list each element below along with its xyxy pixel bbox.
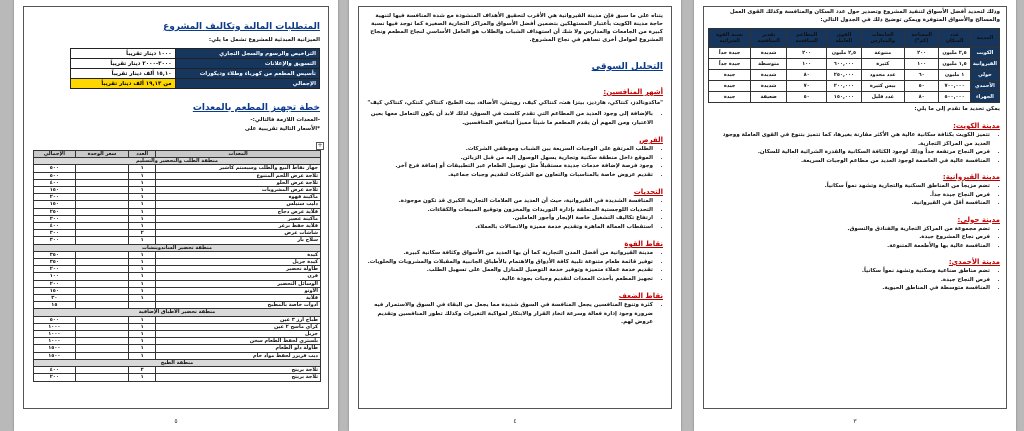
table-cell (75, 187, 129, 194)
document-page-left (14, 0, 338, 431)
list-item: • المنافسة عالية بها والأطعمة المتنوعة. (708, 242, 990, 251)
table-cell: ١٠٠٠ (34, 338, 76, 345)
list-item: • وجود فرصة لإضافة خدمات جديدة مستقبلاً مثل توصيل الطعام عبر التطبيقات أو إضافة فرع آخر. (367, 162, 653, 171)
budget-note: الميزانية المبدئية للمشروع تشمل ما يلي: (208, 37, 320, 43)
section-title: منطقة تحضير الساندويتشات (34, 244, 321, 251)
list-item: • المنافسة متوسطة في المناطق الحيوية. (708, 284, 990, 293)
table-cell: ٤٠٠ (34, 223, 76, 230)
table-cell: ١ (129, 374, 156, 381)
table-cell: بلستري لحفظ الطعام سخن (156, 338, 321, 345)
table-cell: ضعيفة (751, 92, 787, 103)
table-cell: ثلاجة بريتج (156, 374, 321, 381)
table-cell: ٤٠٠ (34, 179, 76, 186)
table-row (34, 287, 321, 294)
table-cell (75, 172, 129, 179)
cost-label: التراخيص والرسوم والسجل التجاري (175, 49, 319, 59)
table-cell: ٨٠ (905, 92, 939, 103)
table-cell: ١٠٠ (34, 273, 76, 280)
table-cell: طاولة دلو الطعام (156, 345, 321, 352)
table-cell: كيدة (156, 251, 321, 258)
section-row (34, 359, 321, 366)
table-cell: ثلاجة عرض اللحم المتنوع (156, 172, 321, 179)
table-cell: ٢٥٠,٠٠٠ (827, 70, 861, 81)
section-title: منطقة تحضير الأطباق الإضافية (34, 309, 321, 316)
cost-value: ١٠٠٠ دينار تقريباً (71, 49, 176, 59)
table-cell (75, 345, 129, 352)
table-cell: ١ (129, 323, 156, 330)
table-cell: ١٥٠,٠٠٠ (827, 92, 861, 103)
table-row (34, 273, 321, 280)
cost-row (71, 49, 320, 59)
table-cell (75, 352, 129, 359)
table-cell (75, 237, 129, 244)
city-block (708, 257, 1000, 293)
list-item: • الموقع داخل منطقة سكنية وتجارية يسهل الوصول إليه من قبل الزبائن. (367, 154, 653, 163)
table-cell: ٣٥٠ (34, 251, 76, 258)
table-row (34, 331, 321, 338)
table-row (34, 345, 321, 352)
page-number: ٥ (174, 418, 178, 425)
table-cell: ٢,٥ مليون (939, 48, 971, 59)
table-cell: ٦٠ (905, 70, 939, 81)
section-row (34, 309, 321, 316)
table-cell: ديب فريزر لحفظ مواد خام (156, 352, 321, 359)
table-cell: ٥٠ (905, 81, 939, 92)
table-cell: ماكينة قهوة (156, 194, 321, 201)
opportunities-title: الفرص (639, 136, 663, 144)
competitors-note: • بالإضافة إلى وجود العديد من المطاعم التي تقدم كلست في السوق، لذلك لابد أن يكون التعامل معها بعين الاعتبار، ومن المهم أن يقدم المطعم ما شيئاً مميزاً لينافس المنافسين. (367, 110, 653, 127)
table-cell: متوسطة (751, 59, 787, 70)
table-cell: ثلاجة عرض المشروبات (156, 187, 321, 194)
table-cell: ١ (129, 316, 156, 323)
section-title: منطقة الطبخ (34, 359, 321, 366)
table-cell: بيس كثيرة (861, 81, 904, 92)
table-row (709, 81, 1000, 92)
table-cell: ٣٠٠ (34, 237, 76, 244)
table-header-cell: المطاعم المنافسة (787, 29, 827, 48)
table-cell: شديدة (751, 48, 787, 59)
table-cell: ١ (129, 172, 156, 179)
threats-list (367, 197, 663, 231)
table-cell: ٢,٥ مليون (827, 48, 861, 59)
table-cell: قلاية حفظ برغر (156, 223, 321, 230)
table-cell: ٦٠٠,٠٠٠ (827, 59, 861, 70)
city-points (708, 225, 1000, 251)
table-cell: ١ (129, 352, 156, 359)
city-table (708, 28, 1000, 103)
table-header-cell: العدد (129, 151, 156, 158)
table-cell: جيدة (709, 81, 751, 92)
table-header-cell: الإجمالي (34, 151, 76, 158)
table-row (34, 223, 321, 230)
strengths-list (367, 249, 663, 283)
table-cell: ١ (129, 331, 156, 338)
intro-paragraph: وذلك لتحديد أفضل الأسواق لتنفيذ المشروع وتصدير حول عدد السكان والمنافسة وكذلك القوى العمل والمسالح والأسواق المتوفرة ويمكن توضيح ذلك في الجدول التالي: (729, 9, 1000, 23)
list-item: • فرص النجاح جيدة. (708, 276, 990, 285)
table-cell: طباخ أرز ٣ عين (156, 316, 321, 323)
table-cell (75, 223, 129, 230)
equipment-table (33, 150, 321, 382)
table-cell: عدد محدود (861, 70, 904, 81)
table-cell: ١٥٠ (34, 187, 76, 194)
table-cell: ١ (129, 215, 156, 222)
table-cell: ١ (129, 251, 156, 258)
financial-section (32, 22, 320, 134)
table-cell: ١ مليون (939, 70, 971, 81)
table-cell: ٢٠٠,٠٠٠ (827, 81, 861, 92)
table-cell (75, 266, 129, 273)
table-row (709, 48, 1000, 59)
table-cell: ١ (129, 179, 156, 186)
table-cell: فرن (156, 273, 321, 280)
cost-label: الإجمالي (175, 79, 319, 89)
city-points (708, 131, 1000, 165)
list-item: • تجهيز المطعم بأحدث المعدات لتقديم وجبات بجودة عالية. (367, 275, 653, 284)
table-cell: دليب ستيلس (156, 201, 321, 208)
table-cell: الأوتو (156, 287, 321, 294)
city-block (708, 121, 1000, 165)
table-cell: ٢٠٠ (34, 194, 76, 201)
table-cell: ١٠٠٠ (34, 323, 76, 330)
city-title: مدينة الأحمدي: (948, 258, 1000, 266)
city-comparison (708, 8, 1000, 293)
table-row (34, 179, 321, 186)
table-cell (75, 230, 129, 237)
table-cell: كراي ماسح ٢ عين (156, 323, 321, 330)
city-blocks (708, 121, 1000, 293)
table-row (709, 70, 1000, 81)
prices-note: *الأسعار التالية تقريبية على (244, 126, 320, 132)
table-cell (75, 165, 129, 172)
equipment-table-wrap (33, 150, 321, 382)
table-cell: القيروانية (970, 59, 999, 70)
table-cell (75, 287, 129, 294)
document-page-middle (349, 0, 681, 431)
table-cell: ٣٥٠ (34, 259, 76, 266)
table-cell: ١٠٠ (787, 59, 827, 70)
cost-value: ٣٠٠٠-٢٠٠٠ دينار تقريباً (71, 59, 176, 69)
city-points (708, 182, 1000, 208)
table-row (34, 201, 321, 208)
table-cell: أدوات خاصة بالمطبخ (156, 302, 321, 309)
weaknesses-list (367, 301, 663, 327)
table-cell: ٥٠٠ (34, 316, 76, 323)
table-row (34, 374, 321, 381)
table-cell: ١ (129, 345, 156, 352)
city-block (708, 172, 1000, 208)
table-row (34, 338, 321, 345)
market-analysis (367, 12, 663, 327)
table-cell: ثلاجة عرض الحلو (156, 179, 321, 186)
city-title: مدينة حولي: (957, 215, 1000, 224)
table-cell: ٢ (129, 367, 156, 374)
table-header-row (34, 151, 321, 158)
table-cell: ٤٠٠ (34, 367, 76, 374)
table-cell: جيدة (709, 70, 751, 81)
table-cell: ١ (129, 273, 156, 280)
equipment-heading: خطة تجهيز المطعم بالمعدات (192, 103, 320, 113)
table-cell: ١٥٠٠ (34, 352, 76, 359)
list-item: • فرص النجاح مرتفعة جداً وذلك لوجود الكثافة السكانية والقدرة الشرائية العالية للسكان. (708, 148, 990, 157)
table-cell: ١٠٠ (905, 59, 939, 70)
threats-title: التحديات (633, 188, 663, 196)
table-cell: كيدة جريل (156, 259, 321, 266)
table-cell: ١٠٠٠ (34, 331, 76, 338)
page-number: ٤ (513, 418, 517, 425)
cost-label: تأسيس المطعم من كهرباء وطلاء وديكورات (175, 69, 319, 79)
financial-heading: المتطلبات المالية وتكاليف المشروع (163, 22, 320, 32)
strengths-title: نقاط القوة (624, 240, 663, 248)
table-cell (75, 215, 129, 222)
list-item: • المنافسة عالية في العاصمة لوجود العديد من مطاعم الوجبات السريعة. (708, 157, 990, 166)
table-cell: ١ (129, 237, 156, 244)
city-title: مدينة القيروانية: (942, 173, 1000, 181)
table-cell: ٢٠٠ (905, 48, 939, 59)
table-cell: ١ (129, 194, 156, 201)
table-cell (75, 374, 129, 381)
table-row (34, 172, 321, 179)
table-header-cell: تقدير المنافسة (751, 29, 787, 48)
list-item: • تقديم خدمة عملاء متميزة وتوفير خدمة التوصيل للمنازل والعمل على تسهيل الطلب. (367, 266, 653, 275)
list-item: • استقطاب العمالة الماهرة وتقديم خدمة مميزة والاتصالات بالعملاء. (367, 223, 653, 232)
market-heading: التحليل السوقي (591, 62, 663, 72)
cost-value: من ١٩,١٣ ألف دينار تقريباً (71, 79, 176, 89)
table-cell: الأحمدي (970, 81, 999, 92)
table-cell (75, 179, 129, 186)
table-cell (75, 295, 129, 302)
table-header-cell: عدد السكان (939, 29, 971, 48)
cost-value: ١٥,١٠ ألف دينار تقريباً (71, 69, 176, 79)
table-row (34, 280, 321, 287)
document-page-right (694, 0, 1016, 431)
table-header-cell: سعر الوحدة (75, 151, 129, 158)
table-cell: كثيرة (861, 59, 904, 70)
table-cell (75, 251, 129, 258)
table-cell: جيدة جداً (709, 48, 751, 59)
table-row (34, 215, 321, 222)
table-cell: ١ (129, 259, 156, 266)
table-row (34, 237, 321, 244)
table-cell: ١ (129, 287, 156, 294)
table-cell: عدد قليل (861, 92, 904, 103)
table-header-cell: المدينة (970, 29, 999, 48)
list-item: • المنافسة أقل في القيروانية. (708, 199, 990, 208)
list-item: • الطلب المرتفع على الوجبات السريعة بين الشباب وموظفي الشركات. (367, 145, 653, 154)
table-cell (75, 201, 129, 208)
table-cell: ١ (129, 223, 156, 230)
table-cell: ١ (129, 201, 156, 208)
table-cell: ٨٠ (787, 70, 827, 81)
table-cell: ١ (129, 266, 156, 273)
table-cell: الكويت (970, 48, 999, 59)
table-cell: ١ (129, 165, 156, 172)
table-cell: جيدة (709, 92, 751, 103)
table-row (709, 59, 1000, 70)
table-cell (75, 331, 129, 338)
list-item: • مدينة القيروانية من أفضل المدن التجارية كما أن بها العديد من الأسواق وكثافة سكانية كبيرة. (367, 249, 653, 258)
table-row (34, 302, 321, 309)
table-cell: ٥٠٠,٠٠٠ (939, 92, 971, 103)
table-cell: ٢٠٠ (34, 280, 76, 287)
table-cell: ١٥ (34, 302, 76, 309)
table-cell: ماكينة عصير (156, 215, 321, 222)
cost-row (71, 79, 320, 89)
table-cell: ١ (129, 187, 156, 194)
section-row (34, 158, 321, 165)
table-cell: ٥٠ (787, 92, 827, 103)
table-row (34, 323, 321, 330)
table-cell: جيدة جداً (709, 59, 751, 70)
intro-paragraph: يتناه على ما سبق فإن مدينة القيروانية هي الأقرب لتحقيق الأهداف المنشودة مع شدة المنافسة فيها لتنهية حاجة مدينة الكويت بأعتبار المستهلكين بتضمين أفضل الأسواق والمراكز التجارية الصغيرة كما توجد فيها نسبة كبيرة من الجامعات والمدارس ولا شك أن استهداف الشباب والطلاب هو العامل الأساسي لنجاح المطعم ونجاح المشروع لعوامل أخرى تساهم في نجاح المشروع. (370, 13, 663, 43)
table-cell (75, 338, 129, 345)
table-row (34, 259, 321, 266)
list-item: • تضم مزيجاً من المناطق السكنية والتجارية وتشهد نمواً سكانياً. (708, 182, 990, 191)
table-cell: جريل (156, 331, 321, 338)
weaknesses-title: نقاط الضعف (618, 292, 663, 300)
table-cell: شديدة (751, 70, 787, 81)
list-item: • فرص نجاح المشروع جيدة. (708, 233, 990, 242)
table-cell: طاولة تحضير (156, 266, 321, 273)
table-cell: شديدة (751, 81, 787, 92)
table-cell: ١ (129, 280, 156, 287)
list-item: • تضم مجموعة من المراكز التجارية والفنادق والتسوق. (708, 225, 990, 234)
table-row (34, 352, 321, 359)
list-item: • توفير قائمة طعام متنوعة تلبية كافة الأذواق والاهتمام بالأطباق الجانبية والمقبلات والمشروبات والحلويات. (367, 258, 653, 267)
cost-row (71, 59, 320, 69)
table-cell: ١٥٠ (34, 201, 76, 208)
list-item: • التحديات اللوجستية المتعلقة بإدارة التوريدات والمخزون وتوقيع المبيعات والكفاءات. (367, 206, 653, 215)
table-cell: ٥٠٠ (34, 165, 76, 172)
table-row (34, 266, 321, 273)
cost-label: التسويق والإعلانات (175, 59, 319, 69)
equipment-note: -المعدات اللازمة فالتالي:- (250, 117, 320, 123)
table-header-cell: نسبة القوة الشرائية (709, 29, 751, 48)
table-cell (75, 316, 129, 323)
table-cell: ٢٥٠ (34, 208, 76, 215)
table-cell: الوسائل التحضير (156, 280, 321, 287)
table-cell: ٥٠٠ (34, 172, 76, 179)
city-title: مدينة الكويت: (953, 122, 1000, 130)
table-cell: سلاح بار (156, 237, 321, 244)
table-move-handle-icon[interactable]: + (317, 142, 323, 149)
table-cell: ٢٠٠ (34, 266, 76, 273)
list-item: • تقديم عروض خاصة بالمناسبات والتعاون مع الشركات لتقديم وجبات جماعية. (367, 171, 653, 180)
table-cell: ١,٥ مليون (939, 59, 971, 70)
page-number: ٣ (853, 418, 857, 425)
table-cell: ٧٠٠,٠٠٠ (939, 81, 971, 92)
table-cell: ١ (129, 208, 156, 215)
table-cell: ٣٠ (34, 295, 76, 302)
list-item: • ارتفاع تكاليف التشغيل خاصة الإيجار وأجور العاملين. (367, 214, 653, 223)
table-row (34, 194, 321, 201)
table-cell: ٣٠٠ (34, 215, 76, 222)
section-row (34, 244, 321, 251)
table-row (709, 92, 1000, 103)
table-row (34, 367, 321, 374)
table-note: يمكن تحديد ما تقدم إلى ما يلي: (914, 106, 1000, 112)
table-cell: ٢٠٠ (787, 48, 827, 59)
table-cell (75, 273, 129, 280)
table-cell (75, 280, 129, 287)
table-row (34, 316, 321, 323)
table-cell: قلاية عرض دجاج (156, 208, 321, 215)
table-cell: قلاية (156, 295, 321, 302)
table-cell: الجهراء (970, 92, 999, 103)
table-header-cell: القوى العاملة (827, 29, 861, 48)
table-cell: ١ (129, 338, 156, 345)
table-cell (75, 208, 129, 215)
competitors-title: أشهر المنافسين: (603, 88, 663, 96)
table-cell: ٣٠٠ (34, 230, 76, 237)
table-cell (75, 302, 129, 309)
table-header-cell: المساحة (كم²) (905, 29, 939, 48)
table-row (34, 230, 321, 237)
city-points (708, 267, 1000, 293)
table-cell: متنوعة (861, 48, 904, 59)
table-row (34, 187, 321, 194)
opportunities-list (367, 145, 663, 179)
section-title: منطقة الطلب والتحضير والتسليم (34, 158, 321, 165)
table-row (34, 295, 321, 302)
table-cell (75, 367, 129, 374)
table-header-row (709, 29, 1000, 48)
competitors-list: "ماكدونالدز، كنتاكي، هارديز، بيتزا هت، كنتاكي كيف، رويتش، الأصالة، بيت الطبخ، كنتاكي كنتكي، كنتاكي كيف" (367, 100, 663, 106)
table-cell (75, 259, 129, 266)
list-item: • المنافسة الشديدة في القيروانية، حيث أن العديد من العلامات التجارية الكبرى قد تكون موجودة. (367, 197, 653, 206)
list-item: • فرص النجاح جيدة جداً. (708, 191, 990, 200)
table-row (34, 208, 321, 215)
table-cell: ٧٠ (787, 81, 827, 92)
table-cell: ١٥٠ (34, 287, 76, 294)
table-cell (75, 323, 129, 330)
city-block (708, 215, 1000, 251)
table-cell (75, 194, 129, 201)
cost-row (71, 69, 320, 79)
list-item: • كثرة وتنوع المنافسين يجعل المنافسة في السوق شديدة مما يجعل من البقاء في السوق والاستمرار فيه ضرورة وجود إدارة فعالة وسرعة اتخاذ القرار والابتكار لمواكبة التغيرات وكذلك تطور المنافسين وتقديم عروض لهم. (367, 301, 653, 327)
table-header-cell: الجامعات والمدارس (861, 29, 904, 48)
table-cell: جهاز نقاط البيع والطلب وسيستم كاشير (156, 165, 321, 172)
table-row (34, 251, 321, 258)
list-item: • تضم مناطق صناعية وسكنية وتشهد نمواً سكانياً. (708, 267, 990, 276)
table-cell (129, 302, 156, 309)
table-cell: شاشات عرض (156, 230, 321, 237)
table-cell: ٢ (129, 230, 156, 237)
list-item: • تتميز الكويت بكثافة سكانية عالية هي الأكثر مقارنة بغيرها، كما تتميز بتنوع في القوى العاملة ووجود العديد من المراكز التجارية. (708, 131, 990, 148)
table-cell: ٢٠٠ (34, 374, 76, 381)
table-header-cell: المعدات (156, 151, 321, 158)
table-cell: ١٥٠٠ (34, 345, 76, 352)
cost-table (70, 48, 320, 89)
table-cell: ١ (129, 295, 156, 302)
table-cell: ثلاجة بريتج (156, 367, 321, 374)
table-cell: حولي (970, 70, 999, 81)
table-row (34, 165, 321, 172)
